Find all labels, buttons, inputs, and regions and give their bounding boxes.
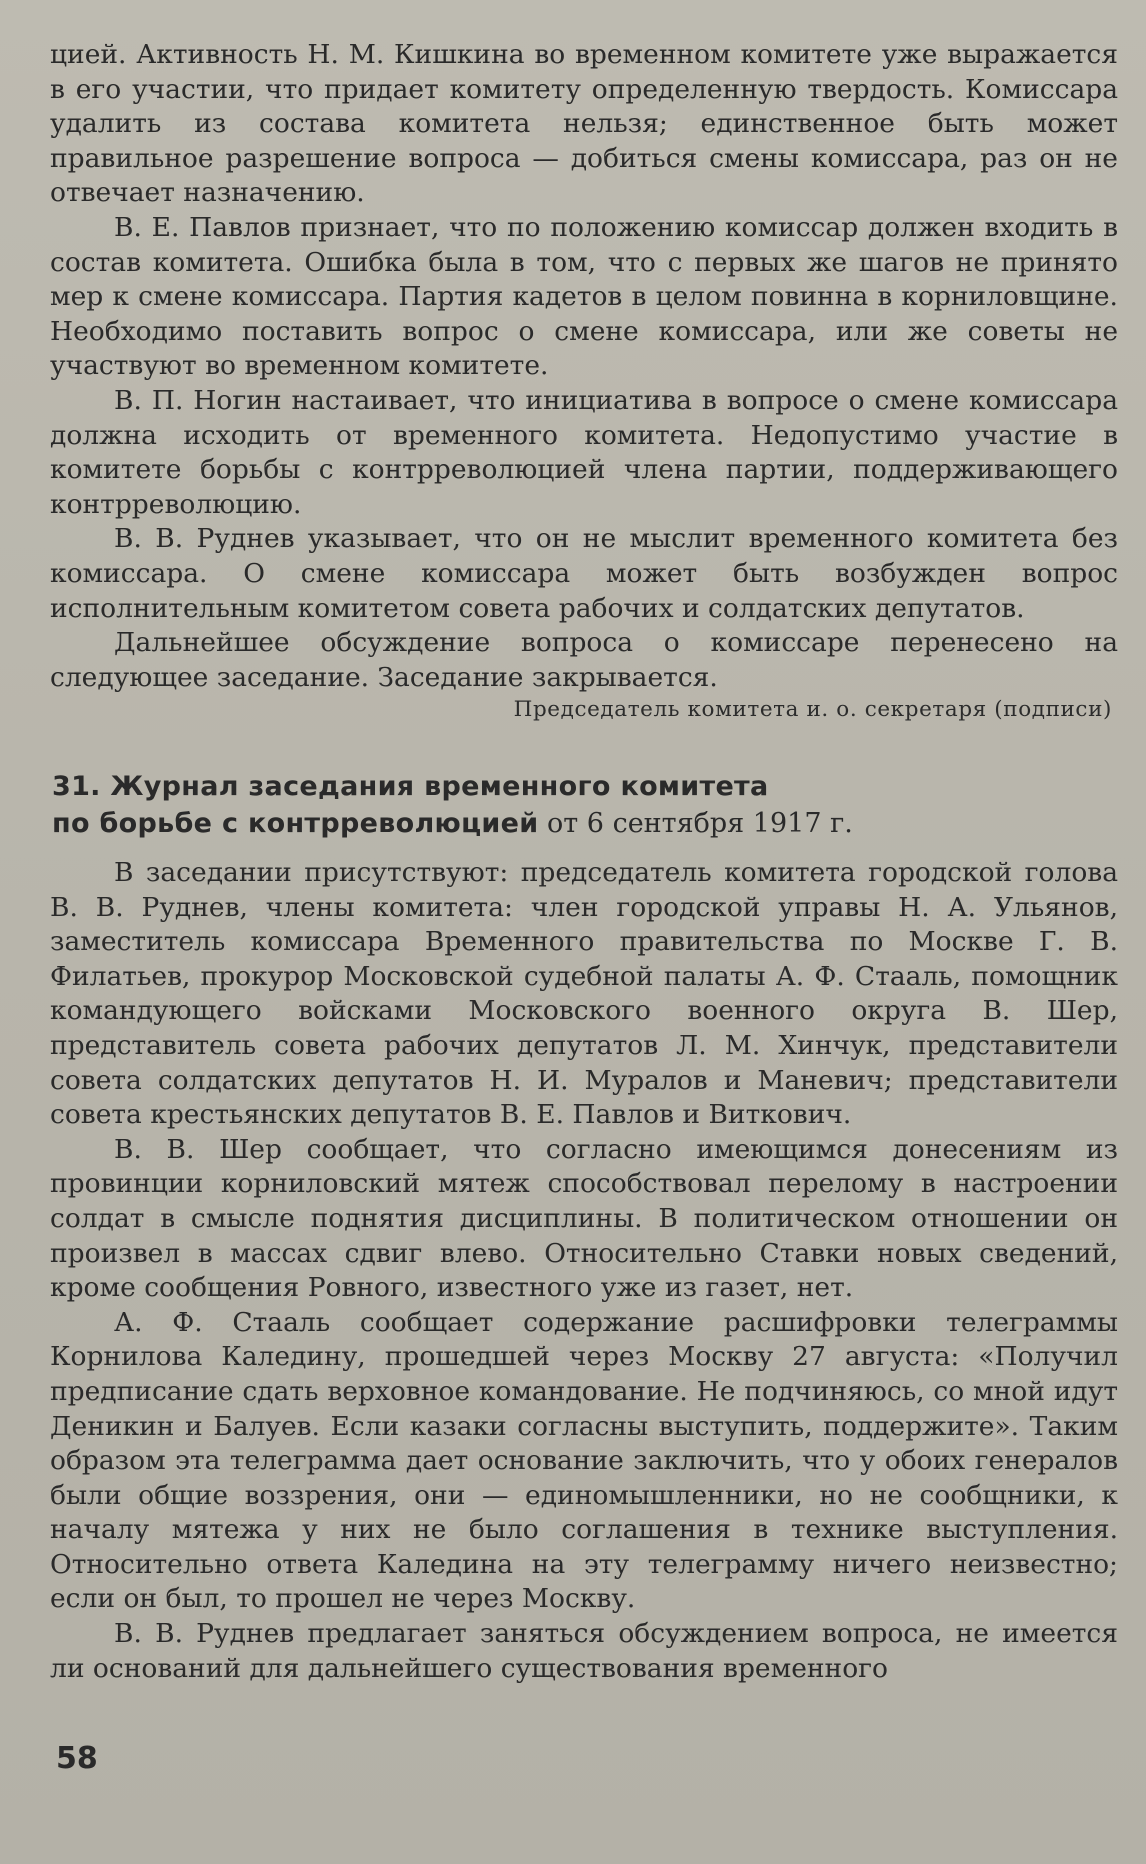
paragraph: В. П. Ногин настаивает, что инициатива в вопросе о смене комиссара должна исходить от временного комитета. Недопустимо участие в комитете борьбы с контрреволюцией члена партии, поддерживающего контрреволюцию.	[50, 384, 1118, 520]
paragraph: А. Ф. Стааль сообщает содержание расшифровки телеграммы Корнилова Каледину, прошедшей через Москву 27 августа: «Получил предписание сдать верховное командование. Не подчиняюсь, со мной идут Деникин и Балуев. Если казаки согласны выступить, поддержите». Таким образом эта телеграмма дает основание заключить, что у обоих генералов были общие воззрения, они — единомышленники, но не сообщники, к началу мятежа у них не было соглашения в технике выступления. Относительно ответа Каледина на эту телеграмму ничего неизвестно; если он был, то прошел не через Москву.	[50, 1306, 1118, 1615]
signature-line: Председатель комитета и. о. секретаря (подписи)	[513, 697, 1112, 722]
heading-line-1: 31. Журнал заседания временного комитета	[52, 771, 769, 802]
heading-date: от 6 сентября 1917 г.	[538, 808, 853, 839]
text-block-top	[50, 38, 1118, 695]
heading-line-2	[52, 805, 1112, 842]
page-number: 58	[56, 1741, 98, 1776]
text-block-bottom	[50, 856, 1118, 1686]
section-heading	[52, 768, 1112, 842]
paragraph: В. В. Руднев предлагает заняться обсуждением вопроса, не имеется ли оснований для дальнейшего существования временного	[50, 1618, 1118, 1684]
paragraph: В. В. Шер сообщает, что согласно имеющимся донесениям из провинции корниловский мятеж способствовал перелому в настроении солдат в смысле поднятия дисциплины. В политическом отношении он произвел в массах сдвиг влево. Относительно Ставки новых сведений, кроме сообщения Ровного, известного уже из газет, нет.	[50, 1133, 1118, 1304]
paragraph: Дальнейшее обсуждение вопроса о комиссаре перенесено на следующее заседание. Заседание закрывается.	[50, 627, 1118, 693]
paragraph: В заседании присутствуют: председатель комитета городской голова В. В. Руднев, члены комитета: член городской управы Н. А. Ульянов, заместитель комиссара Временного правительства по Москве Г. В. Филатьев, прокурор Московской судебной палаты А. Ф. Стааль, помощник командующего войсками Московского военного округа В. Шер, представитель совета рабочих депутатов Л. М. Хинчук, представители совета солдатских депутатов Н. И. Муралов и Маневич; представители совета крестьянских депутатов В. Е. Павлов и Виткович.	[50, 857, 1118, 1131]
paragraph: цией. Активность Н. М. Кишкина во временном комитете уже выражается в его участии, что придает комитету определенную твердость. Комиссара удалить из состава комитета нельзя; единственное быть может правильное разрешение вопроса — добиться смены комиссара, раз он не отвечает назначению.	[50, 39, 1118, 209]
heading-line-2-bold: по борьбе с контрреволюцией	[52, 808, 539, 839]
paragraph: В. В. Руднев указывает, что он не мыслит временного комитета без комиссара. О смене комиссара может быть возбужден вопрос исполнительным комитетом совета рабочих и солдатских депутатов.	[50, 523, 1118, 624]
paragraph: В. Е. Павлов признает, что по положению комиссар должен входить в состав комитета. Ошибка была в том, что с первых же шагов не принято мер к смене комиссара. Партия кадетов в целом повинна в корниловщине. Необходимо поставить вопрос о смене комиссара, или же советы не участвуют во временном комитете.	[50, 211, 1118, 382]
